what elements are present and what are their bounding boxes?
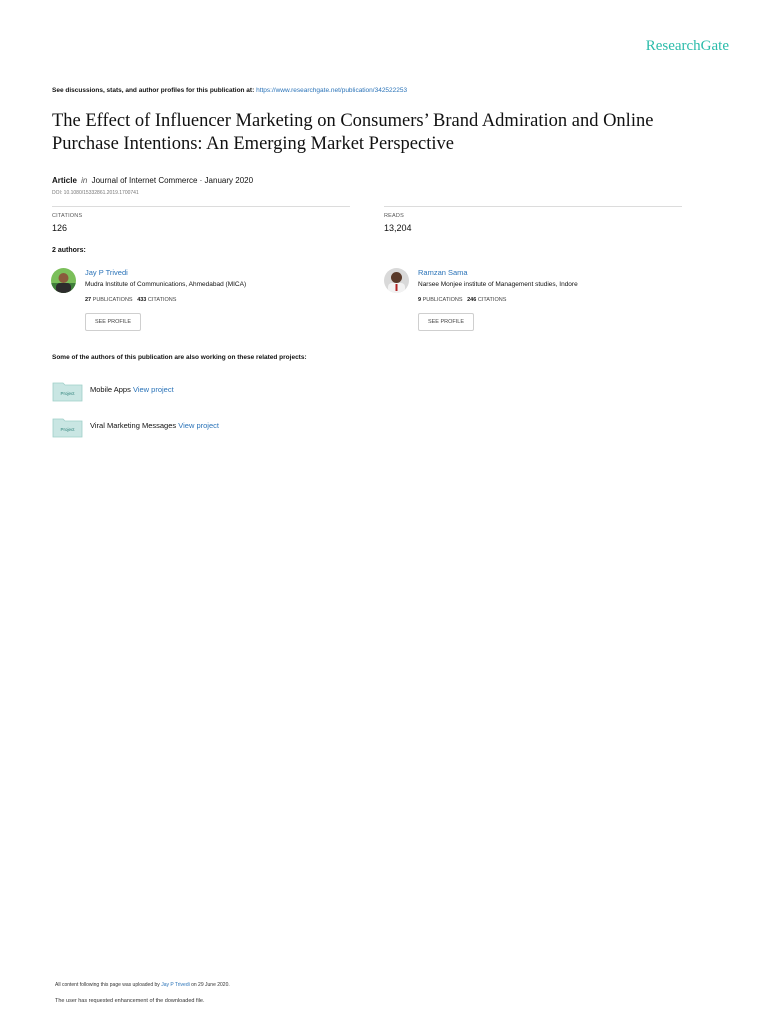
project-item [52, 416, 272, 438]
publications-label: PUBLICATIONS [92, 297, 133, 303]
see-discussions-text: See discussions, stats, and author profiles for this publication at: [52, 87, 255, 94]
uploaded-prefix: All content following this page was uploaded by [55, 982, 160, 988]
journal-link[interactable]: Journal of Internet Commerce [91, 176, 198, 185]
project-icon-label: Project [60, 427, 75, 432]
avatar[interactable] [384, 268, 409, 293]
project-folder-icon [52, 416, 83, 438]
see-profile-button[interactable]: SEE PROFILE [85, 313, 141, 331]
citations-count: 126 [52, 223, 68, 233]
paper-title: The Effect of Influencer Marketing on Consumers’ Brand Admiration and Online Purchase Intentions: An Emerging Market Perspective [52, 111, 654, 154]
uploaded-suffix: on 29 June 2020. [191, 982, 230, 988]
author-citations-label: CITATIONS [147, 297, 177, 303]
article-meta [52, 176, 253, 185]
author-institution: Narsee Monjee institute of Management studies, Indore [418, 281, 578, 288]
author-institution: Mudra Institute of Communications, Ahmedabad (MICA) [85, 281, 247, 288]
authors-heading: 2 authors: [52, 247, 86, 254]
reads-divider [384, 206, 682, 207]
reads-label: READS [384, 213, 404, 219]
author-stats [85, 297, 176, 303]
uploader-link[interactable]: Jay P Trivedi [161, 982, 190, 988]
author-stats [418, 297, 506, 303]
in-label: in [81, 176, 88, 185]
enhancement-note: The user has requested enhancement of the downloaded file. [55, 998, 205, 1004]
publication-url-link[interactable]: https://www.researchgate.net/publication/342522253 [256, 87, 408, 94]
author-name-link[interactable]: Jay P Trivedi [85, 268, 128, 277]
doi: DOI: 10.1080/15332861.2019.1700741 [52, 190, 139, 196]
author-card [51, 268, 351, 333]
author-card [384, 268, 684, 333]
related-projects-heading: Some of the authors of this publication are also working on these related projects: [52, 354, 307, 361]
author-citations-count: 433 [137, 297, 147, 303]
article-type: Article [52, 176, 77, 185]
see-profile-button[interactable]: SEE PROFILE [418, 313, 474, 331]
avatar[interactable] [51, 268, 76, 293]
project-name: Viral Marketing Messages [90, 421, 177, 430]
reads-count: 13,204 [384, 223, 412, 233]
citations-label: CITATIONS [52, 213, 83, 219]
author-name-link[interactable]: Ramzan Sama [418, 268, 468, 277]
author-citations-label: CITATIONS [477, 297, 507, 303]
view-project-link[interactable]: View project [132, 385, 174, 394]
publications-count: 27 [85, 297, 92, 303]
project-icon-label: Project [60, 391, 75, 396]
project-item [52, 380, 252, 402]
publications-count: 9 [418, 297, 422, 303]
project-folder-icon [52, 380, 83, 402]
view-project-link[interactable]: View project [178, 421, 219, 430]
author-citations-count: 246 [467, 297, 477, 303]
publications-label: PUBLICATIONS [422, 297, 463, 303]
uploaded-by-line [55, 982, 230, 988]
project-name: Mobile Apps [90, 385, 131, 394]
see-discussions-line [52, 87, 407, 94]
citations-divider [52, 206, 350, 207]
researchgate-logo[interactable]: ResearchGate [645, 38, 729, 54]
publication-date: · January 2020 [199, 176, 254, 185]
